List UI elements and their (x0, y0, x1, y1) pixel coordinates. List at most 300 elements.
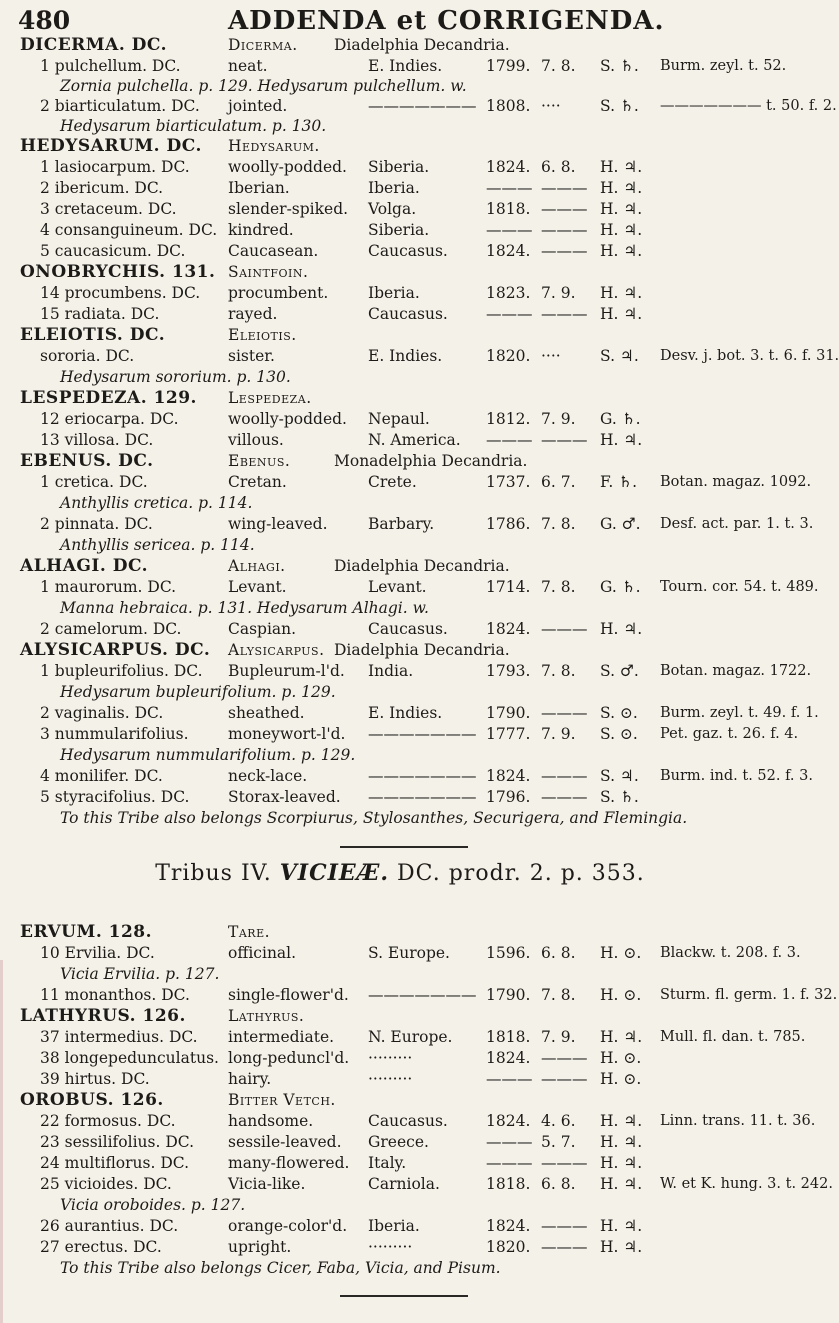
name-cell: ERVUM. 128. (20, 922, 153, 942)
habitat-cell: Siberia. (368, 221, 430, 239)
species-row (0, 660, 812, 682)
species-row (0, 1215, 800, 1237)
year-cell: 1823. (486, 284, 531, 302)
year-cell: 1737. (486, 473, 531, 491)
species-row (0, 513, 814, 535)
habitat-cell: ········· (368, 1049, 413, 1067)
name-cell: 1 bupleurifolius. DC. (40, 662, 203, 680)
culture-cell: H. ⊙. (600, 986, 642, 1004)
flowering-cell: ——— (541, 704, 588, 722)
genus-row (0, 1005, 800, 1027)
flowering-cell: 7. 8. (541, 515, 576, 533)
common-name-cell: jointed. (228, 97, 288, 115)
year-cell: 1790. (486, 704, 531, 722)
year-cell: 1824. (486, 1217, 531, 1235)
species-row (0, 942, 800, 964)
year-cell: 1824. (486, 158, 531, 176)
synonym-row (0, 534, 800, 556)
species-row (0, 95, 837, 117)
synonym-row (0, 492, 800, 514)
genus-row (0, 921, 800, 943)
flowering-cell: ——— (541, 1154, 588, 1172)
habitat-cell: Crete. (368, 473, 417, 491)
synonym-row (0, 744, 800, 766)
name-cell: 25 vicioides. DC. (40, 1175, 172, 1193)
habitat-cell: Volga. (368, 200, 417, 218)
name-cell: EBENUS. DC. (20, 451, 154, 471)
name-cell: 1 maurorum. DC. (40, 578, 177, 596)
species-row (0, 1173, 833, 1195)
culture-cell: H. ♃. (600, 221, 643, 239)
species-row (0, 984, 838, 1006)
reference-cell: Burm. zeyl. t. 52. (660, 58, 787, 74)
page-edge-stain (0, 960, 3, 1323)
year-cell: 1790. (486, 986, 531, 1004)
genus-row (0, 1089, 800, 1111)
habitat-cell: Caucasus. (368, 620, 448, 638)
species-row (0, 240, 800, 262)
synonym-row (0, 75, 800, 97)
year-cell: 1777. (486, 725, 531, 743)
habitat-cell: ········· (368, 1238, 413, 1256)
class-order-cell: Monadelphia Decandria. (334, 452, 528, 470)
name-cell: Vicia oroboides. p. 127. (60, 1196, 246, 1214)
flowering-cell: 6. 8. (541, 158, 576, 176)
name-cell: 4 consanguineum. DC. (40, 221, 218, 239)
species-row (0, 345, 839, 367)
culture-cell: H. ⊙. (600, 944, 642, 962)
name-cell: Hedysarum sororium. p. 130. (60, 368, 291, 386)
culture-cell: S. ♂. (600, 662, 639, 680)
common-name-cell: handsome. (228, 1112, 314, 1130)
habitat-cell: Nepaul. (368, 410, 430, 428)
flowering-cell: 6. 8. (541, 1175, 576, 1193)
year-cell: ——— (486, 305, 533, 323)
common-name-cell: Eleiotis. (228, 326, 297, 344)
culture-cell: H. ♃. (600, 200, 643, 218)
name-cell: ELEIOTIS. DC. (20, 325, 166, 345)
name-cell: 5 caucasicum. DC. (40, 242, 186, 260)
common-name-cell: Alhagi. (228, 557, 286, 575)
year-cell: 1808. (486, 97, 531, 115)
common-name-cell: villous. (228, 431, 284, 449)
name-cell: Hedysarum nummularifolium. p. 129. (60, 746, 356, 764)
culture-cell: G. ♂. (600, 515, 641, 533)
culture-cell: S. ♃. (600, 347, 639, 365)
common-name-cell: many-flowered. (228, 1154, 350, 1172)
common-name-cell: rayed. (228, 305, 278, 323)
species-row (0, 1131, 800, 1153)
page-title: ADDENDA et CORRIGENDA. (228, 6, 665, 36)
flowering-cell: 7. 8. (541, 578, 576, 596)
common-name-cell: moneywort-l'd. (228, 725, 346, 743)
name-cell: 1 pulchellum. DC. (40, 57, 181, 75)
flowering-cell: 4. 6. (541, 1112, 576, 1130)
species-row (0, 1047, 800, 1069)
year-cell: 1818. (486, 1175, 531, 1193)
synonym-row (0, 366, 800, 388)
year-cell: 1799. (486, 57, 531, 75)
name-cell: 2 vaginalis. DC. (40, 704, 164, 722)
name-cell: 38 longepedunculatus. (40, 1049, 219, 1067)
year-cell: 1818. (486, 200, 531, 218)
name-cell: ALYSICARPUS. DC. (20, 640, 211, 660)
genus-row (0, 555, 800, 577)
species-row (0, 408, 800, 430)
common-name-cell: Ebenus. (228, 452, 291, 470)
common-name-cell: long-peduncl'd. (228, 1049, 350, 1067)
species-row (0, 219, 800, 241)
name-cell: 2 pinnata. DC. (40, 515, 153, 533)
reference-cell: Sturm. fl. germ. 1. f. 32. (660, 987, 838, 1003)
species-row (0, 618, 800, 640)
flowering-cell: ——— (541, 1070, 588, 1088)
reference-cell: Mull. fl. dan. t. 785. (660, 1029, 806, 1045)
species-row (0, 723, 800, 745)
flowering-cell: 7. 8. (541, 986, 576, 1004)
synonym-row (0, 597, 800, 619)
year-cell: 1820. (486, 1238, 531, 1256)
species-row (0, 702, 819, 724)
species-row (0, 282, 800, 304)
habitat-cell: Caucasus. (368, 305, 448, 323)
flowering-cell: ——— (541, 1049, 588, 1067)
name-cell: 15 radiata. DC. (40, 305, 160, 323)
species-row (0, 177, 800, 199)
culture-cell: H. ♃. (600, 1133, 643, 1151)
year-cell: ——— (486, 1154, 533, 1172)
name-cell: 37 intermedius. DC. (40, 1028, 198, 1046)
year-cell: 1786. (486, 515, 531, 533)
habitat-cell: Italy. (368, 1154, 407, 1172)
reference-cell: Desv. j. bot. 3. t. 6. f. 31. (660, 348, 839, 364)
common-name-cell: Storax-leaved. (228, 788, 341, 806)
name-cell: 3 nummularifolius. (40, 725, 189, 743)
name-cell: Anthyllis cretica. p. 114. (60, 494, 253, 512)
reference-cell: Blackw. t. 208. f. 3. (660, 945, 801, 961)
common-name-cell: wing-leaved. (228, 515, 328, 533)
habitat-cell: Caucasus. (368, 242, 448, 260)
habitat-cell: N. America. (368, 431, 461, 449)
name-cell: 27 erectus. DC. (40, 1238, 162, 1256)
common-name-cell: neck-lace. (228, 767, 308, 785)
common-name-cell: upright. (228, 1238, 292, 1256)
year-cell: 1824. (486, 1049, 531, 1067)
common-name-cell: Levant. (228, 578, 287, 596)
synonym-row (0, 115, 800, 137)
common-name-cell: Caspian. (228, 620, 297, 638)
species-row (0, 198, 800, 220)
culture-cell: S. ♄. (600, 97, 639, 115)
habitat-cell: Barbary. (368, 515, 435, 533)
common-name-cell: Tare. (228, 923, 271, 941)
flowering-cell: ——— (541, 305, 588, 323)
tribe-note (0, 807, 800, 829)
tribe-note-text: To this Tribe also belongs Scorpiurus, Stylosanthes, Securigera, and Flemingia. (60, 809, 688, 827)
species-row (0, 55, 800, 77)
habitat-cell: Iberia. (368, 179, 420, 197)
common-name-cell: Cretan. (228, 473, 287, 491)
habitat-cell: Siberia. (368, 158, 430, 176)
flowering-cell: 7. 9. (541, 284, 576, 302)
name-cell: 4 monilifer. DC. (40, 767, 163, 785)
year-cell: 1714. (486, 578, 531, 596)
species-row (0, 765, 813, 787)
flowering-cell: 7. 8. (541, 662, 576, 680)
habitat-cell: Carniola. (368, 1175, 440, 1193)
year-cell: 1824. (486, 767, 531, 785)
reference-cell: Botan. magaz. 1722. (660, 663, 812, 679)
habitat-cell: Caucasus. (368, 1112, 448, 1130)
common-name-cell: sessile-leaved. (228, 1133, 342, 1151)
tribe-name: VICIEÆ. (279, 860, 390, 886)
year-cell: ——— (486, 1070, 533, 1088)
culture-cell: H. ♃. (600, 431, 643, 449)
flowering-cell: ——— (541, 242, 588, 260)
flowering-cell: ——— (541, 1217, 588, 1235)
habitat-cell: Iberia. (368, 1217, 420, 1235)
name-cell: 2 camelorum. DC. (40, 620, 182, 638)
synonym-row (0, 1194, 800, 1216)
class-order-cell: Diadelphia Decandria. (334, 557, 510, 575)
culture-cell: H. ♃. (600, 1028, 643, 1046)
year-cell: ——— (486, 179, 533, 197)
common-name-cell: Dicerma. (228, 36, 298, 54)
common-name-cell: woolly-podded. (228, 410, 347, 428)
name-cell: 2 biarticulatum. DC. (40, 97, 200, 115)
habitat-cell: E. Indies. (368, 704, 443, 722)
species-row (0, 576, 819, 598)
species-row (0, 156, 800, 178)
flowering-cell: 7. 9. (541, 1028, 576, 1046)
section-divider (340, 1295, 468, 1297)
name-cell: 5 styracifolius. DC. (40, 788, 190, 806)
name-cell: 3 cretaceum. DC. (40, 200, 177, 218)
flowering-cell: ——— (541, 620, 588, 638)
habitat-cell: Iberia. (368, 284, 420, 302)
synonym-row (0, 963, 800, 985)
common-name-cell: orange-color'd. (228, 1217, 348, 1235)
habitat-cell: India. (368, 662, 414, 680)
habitat-cell: ——————— (368, 986, 477, 1004)
name-cell: 22 formosus. DC. (40, 1112, 176, 1130)
reference-cell: ——————— t. 50. f. 2. (660, 98, 837, 114)
common-name-cell: neat. (228, 57, 268, 75)
flowering-cell: ——— (541, 1238, 588, 1256)
year-cell: 1824. (486, 1112, 531, 1130)
genus-row (0, 34, 800, 56)
culture-cell: H. ♃. (600, 1217, 643, 1235)
name-cell: DICERMA. DC. (20, 35, 168, 55)
name-cell: sororia. DC. (40, 347, 135, 365)
name-cell: 11 monanthos. DC. (40, 986, 190, 1004)
species-row (0, 786, 800, 808)
culture-cell: H. ♃. (600, 305, 643, 323)
synonym-row (0, 681, 800, 703)
year-cell: 1820. (486, 347, 531, 365)
flowering-cell: ——— (541, 767, 588, 785)
flowering-cell: 7. 9. (541, 410, 576, 428)
year-cell: ——— (486, 1133, 533, 1151)
common-name-cell: Bitter Vetch. (228, 1091, 336, 1109)
habitat-cell: ——————— (368, 767, 477, 785)
species-row (0, 429, 800, 451)
common-name-cell: sister. (228, 347, 275, 365)
flowering-cell: 6. 8. (541, 944, 576, 962)
name-cell: ONOBRYCHIS. 131. (20, 262, 216, 282)
habitat-cell: Levant. (368, 578, 427, 596)
reference-cell: Tourn. cor. 54. t. 489. (660, 579, 819, 595)
name-cell: LATHYRUS. 126. (20, 1006, 186, 1026)
common-name-cell: procumbent. (228, 284, 329, 302)
species-row (0, 1110, 816, 1132)
tribe-note (0, 1257, 800, 1279)
common-name-cell: Vicia-like. (228, 1175, 306, 1193)
name-cell: OROBUS. 126. (20, 1090, 164, 1110)
tribe-note-text: To this Tribe also belongs Cicer, Faba, Vicia, and Pisum. (60, 1259, 501, 1277)
flowering-cell: 7. 9. (541, 725, 576, 743)
year-cell: 1818. (486, 1028, 531, 1046)
flowering-cell: ——— (541, 200, 588, 218)
culture-cell: S. ⊙. (600, 725, 638, 743)
year-cell: ——— (486, 221, 533, 239)
year-cell: 1824. (486, 620, 531, 638)
habitat-cell: ——————— (368, 97, 477, 115)
name-cell: 14 procumbens. DC. (40, 284, 201, 302)
flowering-cell: ——— (541, 431, 588, 449)
flowering-cell: 5. 7. (541, 1133, 576, 1151)
flowering-cell: ···· (541, 347, 561, 365)
culture-cell: S. ♄. (600, 57, 639, 75)
genus-row (0, 135, 800, 157)
tribe-label: Tribus IV. (155, 861, 272, 886)
common-name-cell: Lathyrus. (228, 1007, 305, 1025)
name-cell: 10 Ervilia. DC. (40, 944, 155, 962)
year-cell: 1796. (486, 788, 531, 806)
flowering-cell: 6. 7. (541, 473, 576, 491)
name-cell: 1 lasiocarpum. DC. (40, 158, 190, 176)
flowering-cell: 7. 8. (541, 57, 576, 75)
year-cell: ——— (486, 431, 533, 449)
year-cell: 1812. (486, 410, 531, 428)
common-name-cell: kindred. (228, 221, 294, 239)
habitat-cell: S. Europe. (368, 944, 450, 962)
name-cell: ALHAGI. DC. (20, 556, 149, 576)
culture-cell: H. ♃. (600, 158, 643, 176)
name-cell: Manna hebraica. p. 131. Hedysarum Alhagi. w. (60, 599, 429, 617)
flowering-cell: ——— (541, 179, 588, 197)
species-row (0, 1152, 800, 1174)
genus-row (0, 324, 800, 346)
year-cell: 1596. (486, 944, 531, 962)
culture-cell: H. ♃. (600, 1112, 643, 1130)
tribe-reference: DC. prodr. 2. p. 353. (397, 861, 645, 886)
name-cell: 39 hirtus. DC. (40, 1070, 150, 1088)
culture-cell: H. ♃. (600, 242, 643, 260)
culture-cell: H. ♃. (600, 1154, 643, 1172)
name-cell: Vicia Ervilia. p. 127. (60, 965, 220, 983)
common-name-cell: woolly-podded. (228, 158, 347, 176)
common-name-cell: single-flower'd. (228, 986, 349, 1004)
common-name-cell: slender-spiked. (228, 200, 349, 218)
habitat-cell: E. Indies. (368, 57, 443, 75)
culture-cell: G. ♄. (600, 410, 641, 428)
habitat-cell: ········· (368, 1070, 413, 1088)
genus-row (0, 450, 800, 472)
page-number: 480 (18, 6, 71, 35)
name-cell: 13 villosa. DC. (40, 431, 154, 449)
habitat-cell: E. Indies. (368, 347, 443, 365)
flowering-cell: ——— (541, 788, 588, 806)
name-cell: Hedysarum bupleurifolium. p. 129. (60, 683, 336, 701)
habitat-cell: N. Europe. (368, 1028, 453, 1046)
reference-cell: Botan. magaz. 1092. (660, 474, 812, 490)
common-name-cell: intermediate. (228, 1028, 335, 1046)
species-row (0, 1068, 800, 1090)
flowering-cell: ——— (541, 221, 588, 239)
common-name-cell: sheathed. (228, 704, 305, 722)
habitat-cell: ——————— (368, 788, 477, 806)
name-cell: 1 cretica. DC. (40, 473, 148, 491)
species-row (0, 1236, 800, 1258)
class-order-cell: Diadelphia Decandria. (334, 36, 510, 54)
name-cell: 12 eriocarpa. DC. (40, 410, 179, 428)
flowering-cell: ···· (541, 97, 561, 115)
culture-cell: H. ⊙. (600, 1070, 642, 1088)
section-divider (340, 846, 468, 848)
year-cell: 1793. (486, 662, 531, 680)
culture-cell: H. ♃. (600, 284, 643, 302)
common-name-cell: Hedysarum. (228, 137, 320, 155)
culture-cell: H. ⊙. (600, 1049, 642, 1067)
name-cell: HEDYSARUM. DC. (20, 136, 202, 156)
common-name-cell: Lespedeza. (228, 389, 312, 407)
name-cell: 23 sessilifolius. DC. (40, 1133, 194, 1151)
name-cell: 26 aurantius. DC. (40, 1217, 179, 1235)
name-cell: 24 multiflorus. DC. (40, 1154, 190, 1172)
habitat-cell: ——————— (368, 725, 477, 743)
tribe-heading (0, 860, 800, 886)
reference-cell: Linn. trans. 11. t. 36. (660, 1113, 816, 1129)
common-name-cell: Bupleurum-l'd. (228, 662, 345, 680)
year-cell: 1824. (486, 242, 531, 260)
species-row (0, 303, 800, 325)
common-name-cell: Iberian. (228, 179, 290, 197)
habitat-cell: Greece. (368, 1133, 429, 1151)
culture-cell: S. ♄. (600, 788, 639, 806)
name-cell: Hedysarum biarticulatum. p. 130. (60, 117, 327, 135)
culture-cell: S. ♃. (600, 767, 639, 785)
culture-cell: G. ♄. (600, 578, 641, 596)
culture-cell: S. ⊙. (600, 704, 638, 722)
name-cell: Zornia pulchella. p. 129. Hedysarum pulchellum. w. (60, 77, 467, 95)
common-name-cell: hairy. (228, 1070, 272, 1088)
name-cell: Anthyllis sericea. p. 114. (60, 536, 255, 554)
culture-cell: H. ♃. (600, 1238, 643, 1256)
culture-cell: H. ♃. (600, 620, 643, 638)
culture-cell: H. ♃. (600, 179, 643, 197)
reference-cell: Desf. act. par. 1. t. 3. (660, 516, 814, 532)
class-order-cell: Diadelphia Decandria. (334, 641, 510, 659)
name-cell: LESPEDEZA. 129. (20, 388, 197, 408)
reference-cell: Burm. ind. t. 52. f. 3. (660, 768, 813, 784)
common-name-cell: Alysicarpus. (228, 641, 325, 659)
reference-cell: Pet. gaz. t. 26. f. 4. (660, 726, 799, 742)
reference-cell: W. et K. hung. 3. t. 242. (660, 1176, 833, 1192)
genus-row (0, 387, 800, 409)
common-name-cell: Saintfoin. (228, 263, 309, 281)
culture-cell: H. ♃. (600, 1175, 643, 1193)
